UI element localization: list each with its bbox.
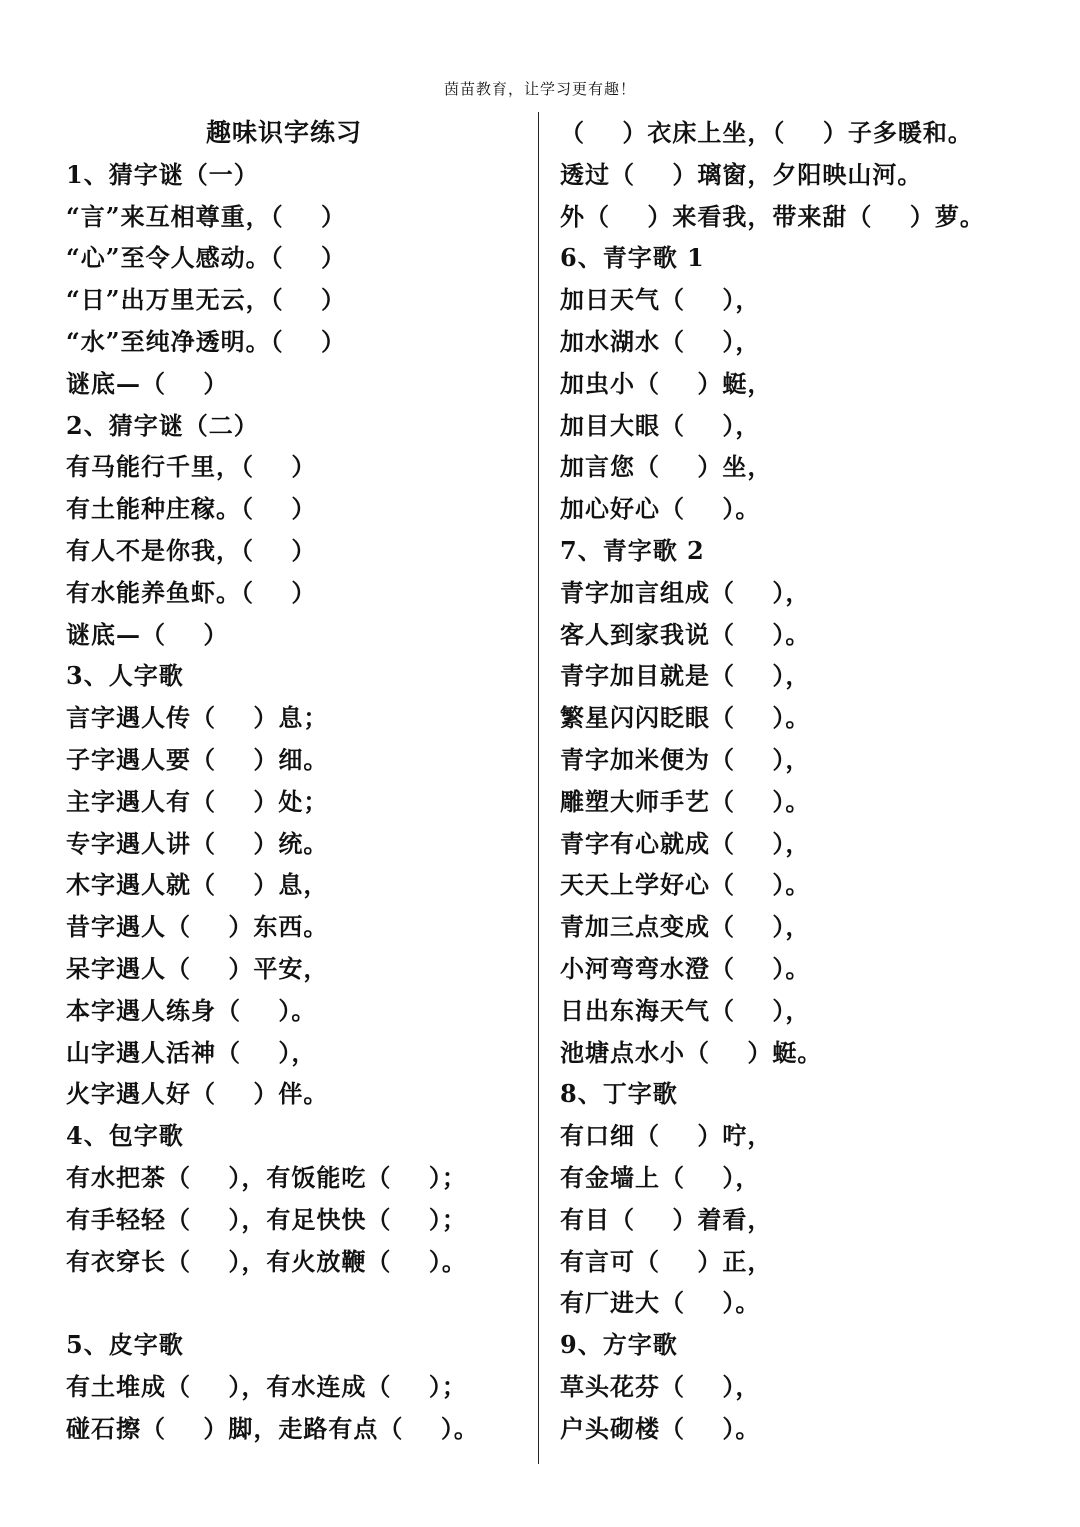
worksheet-title: 趣味识字练习 — [206, 118, 363, 147]
left-line: “言”来互相尊重，（ ） — [66, 201, 347, 231]
right-line: 加言您（ ）坐， — [560, 452, 773, 482]
left-line: 子字遇人要（ ）细。 — [66, 744, 329, 774]
left-line: 呆字遇人（ ）平安， — [66, 953, 329, 983]
right-line: 青加三点变成（ ）， — [560, 912, 811, 942]
right-line: 青字有心就成（ ）， — [560, 828, 811, 858]
right-line: 透过（ ）璃窗，夕阳映山河。 — [560, 159, 923, 189]
right-line: 日出东海天气（ ）， — [560, 995, 811, 1025]
right-line: 青字加目就是（ ）， — [560, 661, 811, 691]
left-section-heading: 2、猜字谜（二） — [66, 410, 259, 440]
right-column — [560, 112, 1060, 1450]
left-line: 有人不是你我，（ ） — [66, 535, 317, 565]
right-line: 加虫小（ ）蜓， — [560, 368, 773, 398]
right-section-heading: 9、方字歌 — [560, 1330, 678, 1360]
left-line: 有水能养鱼虾。（ ） — [66, 577, 317, 607]
left-line: 有土能种庄稼。（ ） — [66, 494, 317, 524]
right-line: 外（ ）来看我，带来甜（ ）萝。 — [560, 201, 985, 231]
left-line: 有衣穿长（ ），有火放鞭（ ）。 — [66, 1246, 467, 1276]
right-line: 有厂进大（ ）。 — [560, 1288, 761, 1318]
left-line: 言字遇人传（ ）息； — [66, 703, 329, 733]
left-line: 有土堆成（ ），有水连成（ ）； — [66, 1371, 467, 1401]
page-header: 茵苗教育，让学习更有趣！ — [443, 80, 636, 98]
left-line: 山字遇人活神（ ）， — [66, 1037, 317, 1067]
right-line: （ ）衣床上坐，（ ）子多暖和。 — [560, 118, 973, 147]
left-line: 本字遇人练身（ ）。 — [66, 995, 317, 1025]
right-line: 有口细（ ）咛， — [560, 1121, 773, 1151]
left-line: “心”至令人感动。（ ） — [66, 243, 347, 273]
left-section-heading: 3、人字歌 — [66, 661, 184, 691]
right-line: 户头砌楼（ ）。 — [560, 1413, 761, 1443]
right-line: 雕塑大师手艺（ ）。 — [560, 786, 811, 816]
left-line: 专字遇人讲（ ）统。 — [66, 828, 329, 858]
left-line: 谜底—（ ） — [66, 619, 229, 649]
right-line: 草头花芬（ ）， — [560, 1371, 761, 1401]
right-line: 加日天气（ ）， — [560, 285, 761, 315]
left-section-heading: 5、皮字歌 — [66, 1330, 184, 1360]
left-line: “水”至纯净透明。（ ） — [66, 326, 347, 356]
right-line: 青字加言组成（ ）， — [560, 577, 811, 607]
left-line: 火字遇人好（ ）伴。 — [66, 1079, 329, 1109]
left-column — [66, 112, 532, 1450]
right-line: 池塘点水小（ ）蜓。 — [560, 1037, 823, 1067]
right-line: 有金墙上（ ）， — [560, 1162, 761, 1192]
right-line: 天天上学好心（ ）。 — [560, 870, 811, 900]
right-line: 青字加米便为（ ）， — [560, 744, 811, 774]
left-line: 主字遇人有（ ）处； — [66, 786, 329, 816]
left-blank-line — [66, 1282, 532, 1324]
right-line: 有目（ ）着看， — [560, 1204, 773, 1234]
right-section-heading: 8、丁字歌 — [560, 1079, 678, 1109]
right-line: 小河弯弯水澄（ ）。 — [560, 953, 811, 983]
column-divider — [538, 112, 539, 1464]
right-line: 加水湖水（ ）， — [560, 326, 761, 356]
left-line: 有水把茶（ ），有饭能吃（ ）； — [66, 1162, 467, 1192]
left-section-heading: 4、包字歌 — [66, 1121, 184, 1151]
right-line: 加目大眼（ ）， — [560, 410, 761, 440]
left-line: 谜底—（ ） — [66, 368, 229, 398]
left-section-heading: 1、猜字谜（一） — [66, 159, 259, 189]
left-line: 有马能行千里，（ ） — [66, 452, 317, 482]
left-line: 有手轻轻（ ），有足快快（ ）； — [66, 1204, 467, 1234]
right-line: 加心好心（ ）。 — [560, 494, 761, 524]
right-line: 繁星闪闪眨眼（ ）。 — [560, 703, 811, 733]
right-section-heading: 7、青字歌 2 — [560, 535, 705, 565]
left-line: 木字遇人就（ ）息， — [66, 870, 329, 900]
right-line: 有言可（ ）正， — [560, 1246, 773, 1276]
left-line: 碰石擦（ ）脚，走路有点（ ）。 — [66, 1413, 479, 1443]
left-line: “日”出万里无云，（ ） — [66, 285, 347, 315]
left-line: 昔字遇人（ ）东西。 — [66, 912, 329, 942]
right-line: 客人到家我说（ ）。 — [560, 619, 811, 649]
right-section-heading: 6、青字歌 1 — [560, 243, 705, 273]
